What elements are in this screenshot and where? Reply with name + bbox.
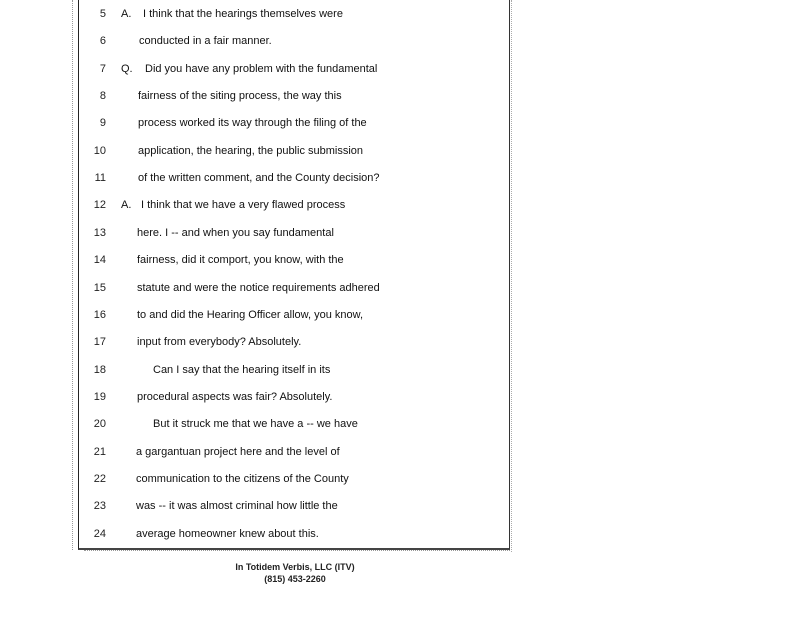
scan-artifact-right <box>511 0 516 552</box>
speaker-label: A. <box>121 199 132 212</box>
transcript-line <box>78 113 510 133</box>
line-number: 6 <box>99 35 106 48</box>
line-number: 16 <box>93 308 106 321</box>
line-text: of the written comment, and the County decision? <box>138 172 380 185</box>
footer-phone: (815) 453-2260 <box>264 574 326 584</box>
transcript-line <box>78 86 510 106</box>
line-text: input from everybody? Absolutely. <box>137 336 302 349</box>
line-number: 14 <box>93 254 106 267</box>
line-text: was -- it was almost criminal how little the <box>136 500 338 513</box>
line-number: 5 <box>99 8 106 20</box>
line-number: 21 <box>93 445 106 458</box>
line-text: average homeowner knew about this. <box>136 527 319 540</box>
line-text: procedural aspects was fair? Absolutely. <box>137 390 333 403</box>
line-text: fairness of the siting process, the way this <box>138 90 342 103</box>
line-text: a gargantuan project here and the level of <box>136 445 340 458</box>
transcript-line <box>78 250 510 270</box>
line-text: statute and were the notice requirements adhered <box>137 281 380 294</box>
line-number: 22 <box>93 472 106 485</box>
scan-artifact-left <box>72 0 77 550</box>
line-text: application, the hearing, the public submission <box>138 144 364 157</box>
line-number: 18 <box>93 363 106 376</box>
transcript-line <box>78 442 510 462</box>
line-number: 7 <box>99 62 106 75</box>
line-number: 20 <box>93 418 106 431</box>
transcript-line <box>78 141 510 161</box>
transcript-page <box>78 0 510 550</box>
speaker-label: A. <box>121 8 132 20</box>
line-text: communication to the citizens of the County <box>136 472 349 485</box>
line-text: Did you have any problem with the fundamental <box>145 62 378 75</box>
transcript-line <box>78 332 510 352</box>
line-text: Can I say that the hearing itself in its <box>153 363 331 376</box>
line-text: But it struck me that we have a -- we have <box>153 418 358 431</box>
line-text: I think that we have a very flawed process <box>141 199 346 212</box>
transcript-line <box>78 168 510 188</box>
transcript-line <box>78 4 510 24</box>
transcript-line <box>78 278 510 298</box>
transcript-line <box>78 469 510 489</box>
line-number: 8 <box>99 90 106 103</box>
line-text: here. I -- and when you say fundamental <box>137 226 334 239</box>
line-number: 10 <box>93 144 106 157</box>
transcript-line <box>78 387 510 407</box>
transcript-line <box>78 31 510 51</box>
scan-artifact-bottom <box>84 550 510 554</box>
line-number: 12 <box>93 199 106 212</box>
footer-company: In Totidem Verbis, LLC (ITV) <box>235 562 355 572</box>
line-text: fairness, did it comport, you know, with the <box>137 254 344 267</box>
line-number: 13 <box>93 226 106 239</box>
line-text: process worked its way through the filing of the <box>138 117 367 130</box>
transcript-line <box>78 195 510 215</box>
transcript-line <box>78 59 510 79</box>
transcript-line <box>78 524 510 544</box>
line-number: 19 <box>93 390 106 403</box>
transcript-line <box>78 305 510 325</box>
transcript-line <box>78 496 510 516</box>
line-number: 9 <box>99 117 106 130</box>
line-number: 17 <box>93 336 106 349</box>
line-number: 15 <box>93 281 106 294</box>
line-number: 11 <box>94 172 106 185</box>
transcript-line <box>78 223 510 243</box>
line-number: 23 <box>93 500 106 513</box>
line-text: I think that the hearings themselves were <box>143 8 343 20</box>
line-text: conducted in a fair manner. <box>139 35 272 48</box>
line-number: 24 <box>93 527 106 540</box>
speaker-label: Q. <box>121 62 133 75</box>
transcript-line <box>78 414 510 434</box>
line-text: to and did the Hearing Officer allow, you know, <box>137 308 364 321</box>
transcript-line <box>78 360 510 380</box>
